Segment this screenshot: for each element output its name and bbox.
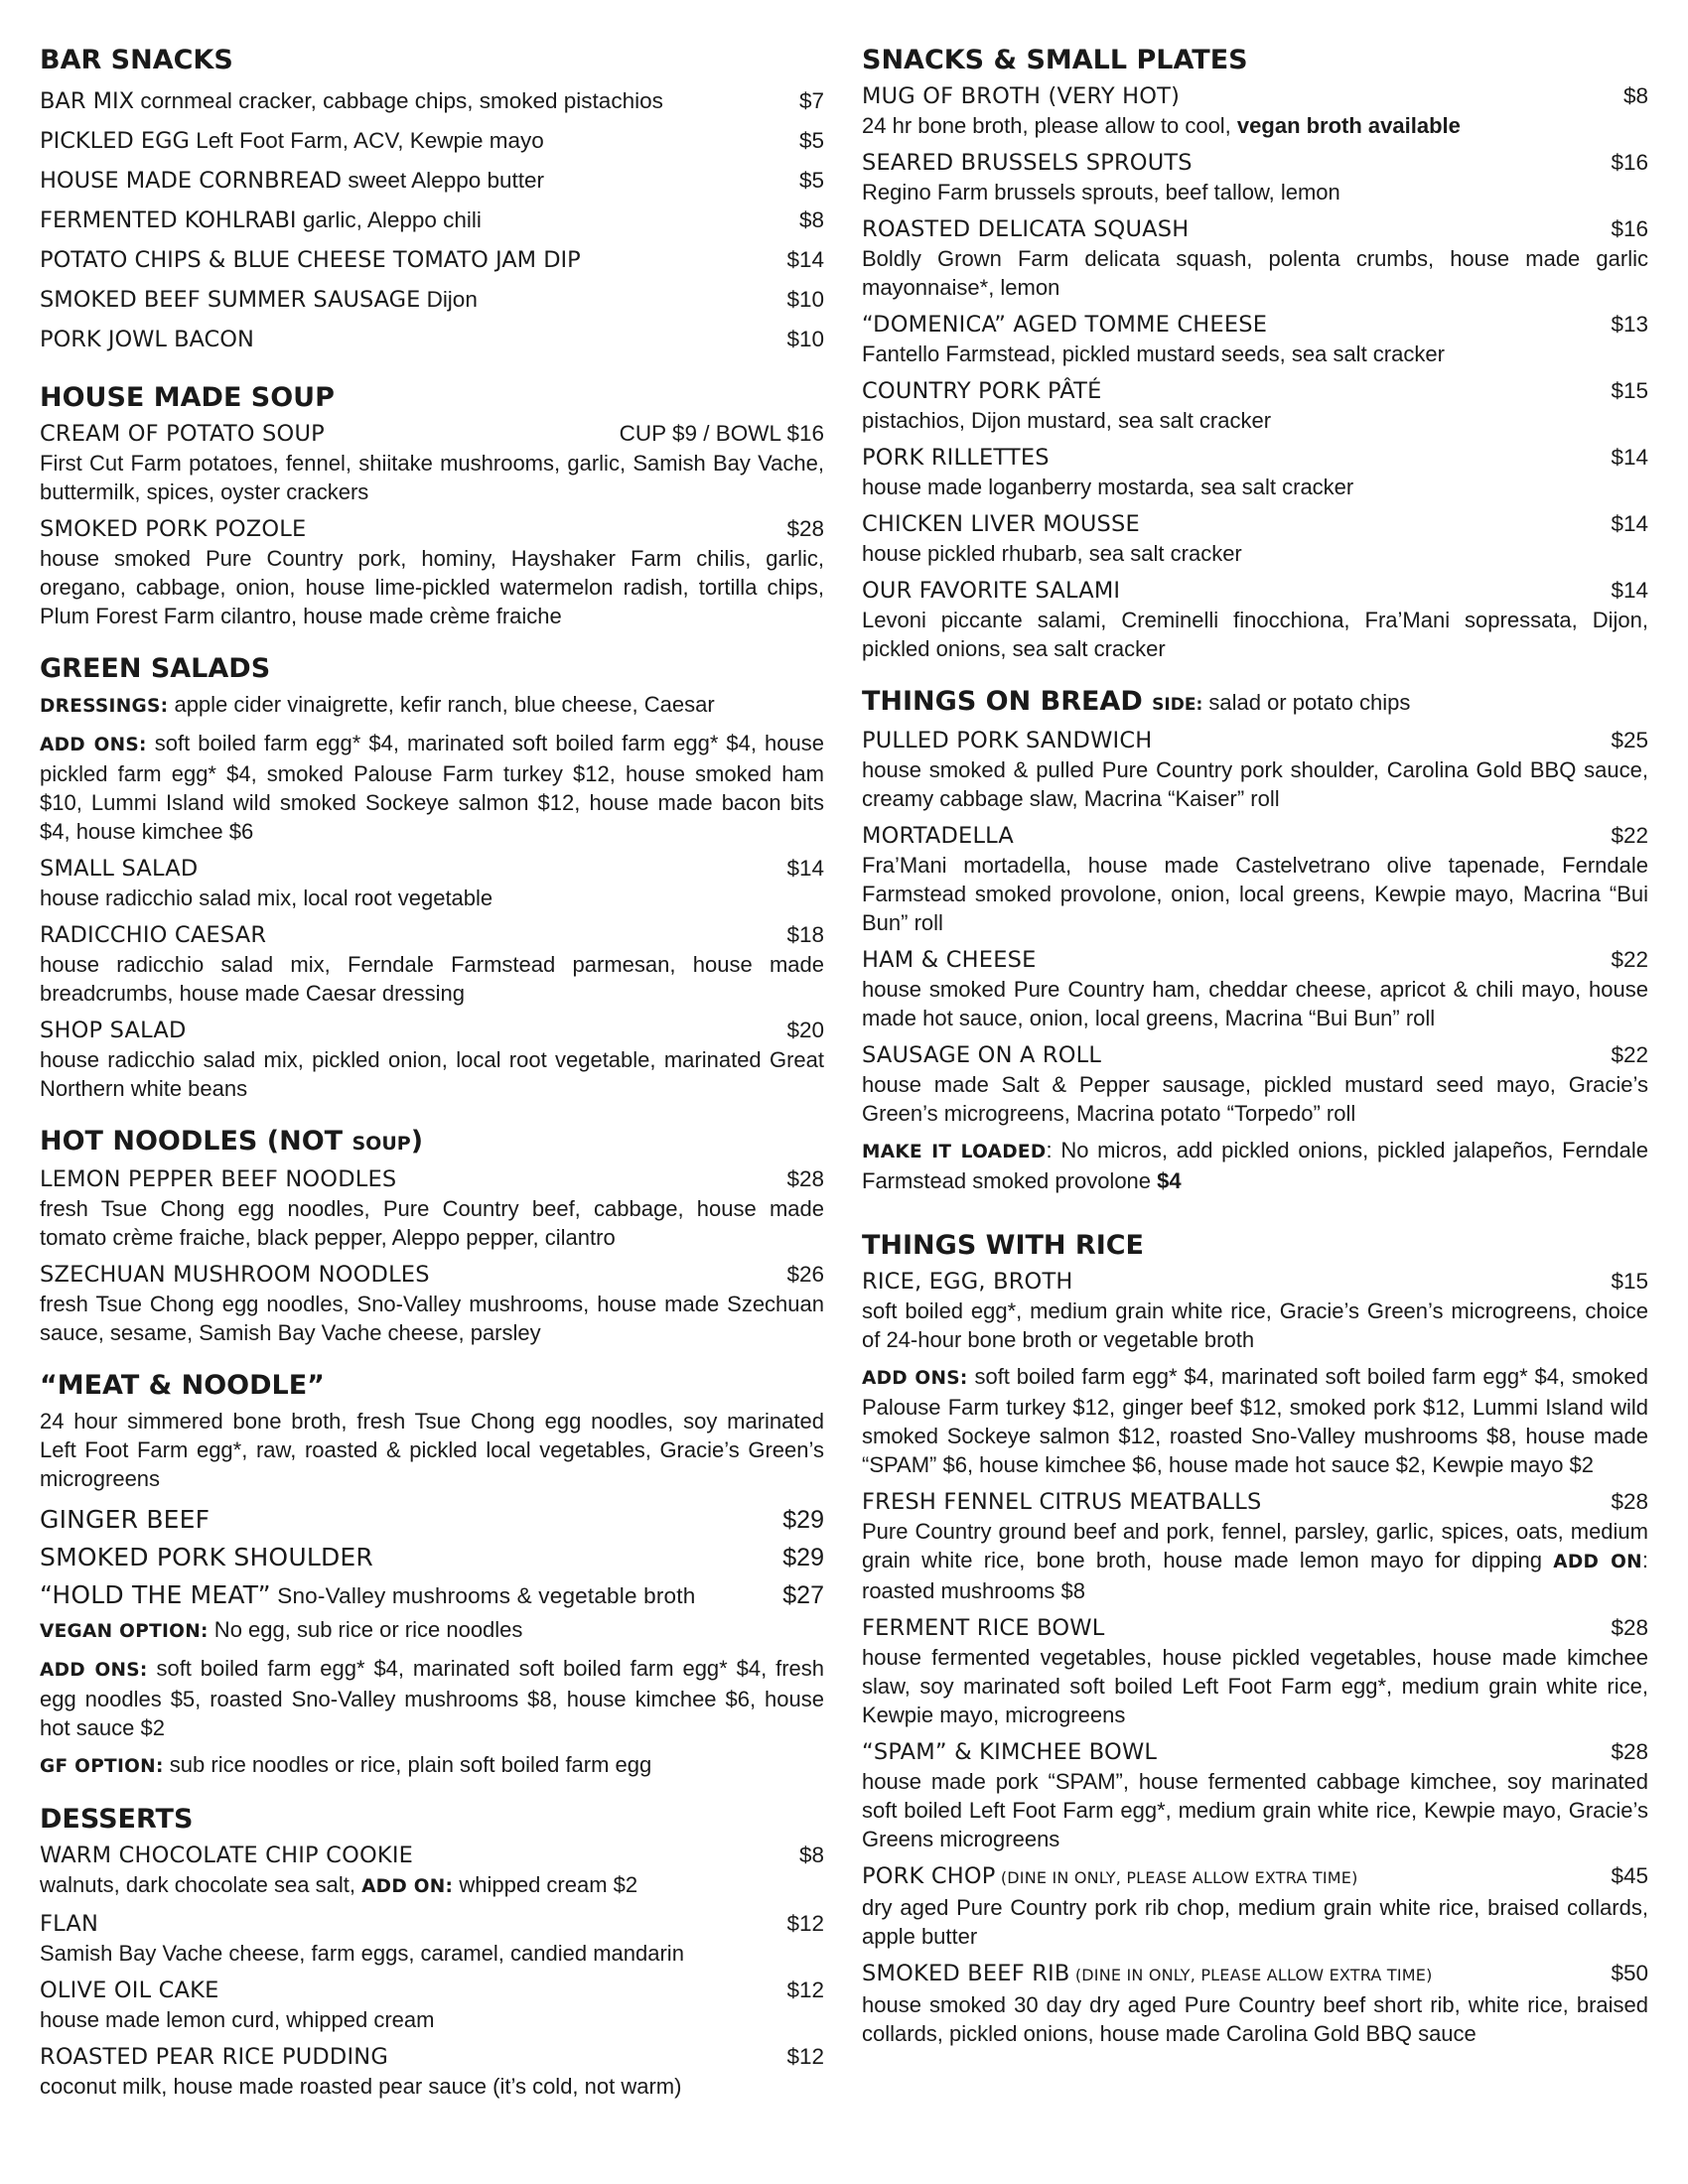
item-desc-text: walnuts, dark chocolate sea salt, — [40, 1872, 362, 1897]
item-desc: house made lemon curd, whipped cream — [40, 2007, 435, 2032]
title-end: ) — [410, 1126, 424, 1157]
menu-item — [40, 240, 824, 280]
item-desc: Levoni piccante salami, Creminelli finocchiona, Fra’Mani sopressata, Dijon, pickled onions, sea salt cracker — [862, 608, 1648, 661]
item-price: $22 — [1611, 947, 1648, 972]
addons-text: soft boiled farm egg* $4, marinated soft boiled farm egg* $4, fresh egg noodles $5, roasted Sno-Valley mushrooms $8, house kimchee $6, house hot sauce $2 — [40, 1656, 824, 1740]
menu-item — [40, 419, 824, 506]
menu-item — [40, 854, 824, 912]
item-desc-inline: cornmeal cracker, cabbage chips, smoked pistachios — [134, 88, 663, 113]
item-name-text: FERMENTED KOHLRABI — [40, 207, 297, 233]
item-head — [40, 920, 824, 950]
item-head — [862, 945, 1648, 975]
item-desc: fresh Tsue Chong egg noodles, Pure Country beef, cabbage, house made tomato crème fraiche, black pepper, Aleppo pepper, cilantro — [40, 1196, 824, 1250]
item-name: HAM & CHEESE — [862, 947, 1037, 973]
item-price: $28 — [786, 516, 824, 541]
item-price: $28 — [1611, 1615, 1648, 1640]
addons-label: ADD ONS: — [862, 1368, 968, 1389]
item-desc-inline: Sno-Valley mushrooms & vegetable broth — [270, 1583, 696, 1608]
item-name: SHOP SALAD — [40, 1018, 187, 1043]
item-price: $10 — [786, 327, 824, 351]
item-desc-text: 24 hr bone broth, please allow to cool, — [862, 113, 1237, 138]
menu-item — [40, 320, 824, 359]
item-name: “DOMENICA” AGED TOMME CHEESE — [862, 312, 1268, 338]
item-name — [40, 280, 478, 320]
item-desc-inline: sweet Aleppo butter — [342, 168, 545, 193]
section-title: GREEN SALADS — [40, 653, 271, 684]
item-name — [40, 201, 482, 240]
menu-item — [40, 920, 824, 1008]
item-price: $8 — [1622, 83, 1648, 108]
title-small: SOUP — [352, 1133, 411, 1155]
item-head — [40, 1260, 824, 1290]
item-head — [862, 726, 1648, 755]
item-name: FRESH FENNEL CITRUS MEATBALLS — [862, 1489, 1262, 1515]
item-head — [862, 1737, 1648, 1767]
bar-snacks-list — [40, 81, 824, 359]
item-name — [40, 320, 254, 359]
menu-item — [40, 1164, 824, 1252]
menu-item — [40, 121, 824, 161]
menu-item — [40, 1539, 824, 1576]
section-title: THINGS WITH RICE — [862, 1230, 1145, 1261]
addon-label: ADD ON — [1553, 1552, 1642, 1572]
item-desc: house radicchio salad mix, local root vegetable — [40, 886, 493, 910]
item-price: $15 — [1611, 378, 1648, 403]
item-name: ROASTED DELICATA SQUASH — [862, 216, 1190, 242]
item-desc: Boldly Grown Farm delicata squash, polenta crumbs, house made garlic mayonnaise*, lemon — [862, 246, 1648, 300]
item-price: $45 — [1611, 1863, 1648, 1888]
addon-label: ADD ON: — [361, 1876, 454, 1897]
item-price: $14 — [1611, 578, 1648, 603]
side-note — [1152, 690, 1410, 715]
menu-item — [862, 148, 1648, 206]
section-title: BAR SNACKS — [40, 45, 233, 75]
item-desc: house smoked Pure Country ham, cheddar cheese, apricot & chili mayo, house made hot sauce, onion, local greens, Macrina “Bui Bun” roll — [862, 977, 1648, 1030]
item-price: $14 — [1611, 445, 1648, 470]
menu-item — [40, 1841, 824, 1901]
section-title: HOUSE MADE SOUP — [40, 382, 335, 413]
noodles-list — [40, 1164, 824, 1347]
bread-section — [862, 685, 1648, 1195]
section-title — [40, 1125, 824, 1160]
addons-text: soft boiled farm egg* $4, marinated soft boiled farm egg* $4, house pickled farm egg* $4, smoked Palouse Farm turkey $12, house smoked ham $10, Lummi Island wild smoked Sockeye salmon $12, house made bacon bits $4, house kimchee $6 — [40, 731, 824, 844]
item-head — [862, 576, 1648, 606]
noodle-addons-note — [40, 1654, 824, 1742]
menu-item — [862, 1487, 1648, 1605]
section-title: SNACKS & SMALL PLATES — [862, 45, 1248, 75]
item-head — [40, 1909, 824, 1939]
menu-item — [862, 81, 1648, 140]
item-head — [40, 1976, 824, 2005]
item-name-text: HOUSE MADE CORNBREAD — [40, 168, 343, 194]
item-price: $12 — [786, 2044, 824, 2069]
item-price: $16 — [1611, 216, 1648, 241]
item-head — [862, 148, 1648, 178]
item-desc — [862, 111, 1648, 140]
item-price: $14 — [786, 247, 824, 272]
item-name: MUG OF BROTH (VERY HOT) — [862, 83, 1181, 109]
item-price: $15 — [1611, 1269, 1648, 1294]
item-desc: First Cut Farm potatoes, fennel, shiitake mushrooms, garlic, Samish Bay Vache, buttermilk, spices, oyster crackers — [40, 451, 824, 504]
item-name: “SPAM” & KIMCHEE BOWL — [862, 1739, 1158, 1765]
item-name — [40, 81, 663, 121]
item-name: COUNTRY PORK PÂTÉ — [862, 378, 1102, 404]
item-price: $8 — [798, 1843, 824, 1867]
rice-list — [862, 1613, 1648, 1853]
menu-item — [862, 1267, 1648, 1354]
loaded-text: : No micros, add pickled onions, pickled jalapeños, Ferndale Farmstead smoked provolone — [862, 1138, 1648, 1193]
item-price: $7 — [798, 88, 824, 113]
menu-item — [40, 280, 824, 320]
item-desc — [40, 1870, 824, 1901]
addon-text: : roasted mushrooms $8 — [862, 1548, 1649, 1603]
menu-item — [862, 1737, 1648, 1853]
menu-item — [862, 821, 1648, 937]
menu-item — [40, 1016, 824, 1103]
menu-item — [40, 81, 824, 121]
bread-list — [862, 726, 1648, 1128]
item-desc-inline: Left Foot Farm, ACV, Kewpie mayo — [190, 128, 544, 153]
desserts-section — [40, 1803, 824, 2101]
item-price: $26 — [786, 1262, 824, 1287]
item-note: (DINE IN ONLY, PLEASE ALLOW EXTRA TIME) — [995, 1868, 1358, 1887]
item-desc: house made loganberry mostarda, sea salt cracker — [862, 475, 1354, 499]
item-head — [862, 376, 1648, 406]
addons-label: ADD ONS: — [40, 1660, 148, 1681]
item-desc-inline: garlic, Aleppo chili — [296, 207, 482, 232]
menu-item — [40, 1501, 824, 1539]
item-name: LEMON PEPPER BEEF NOODLES — [40, 1166, 397, 1192]
title-main: THINGS ON BREAD — [862, 686, 1143, 717]
item-head — [862, 310, 1648, 340]
item-name: RICE, EGG, BROTH — [862, 1269, 1073, 1295]
rice-section — [862, 1229, 1648, 2048]
item-price: $28 — [1611, 1739, 1648, 1764]
menu-item — [40, 1260, 824, 1347]
soup-list — [40, 419, 824, 630]
item-name: ROASTED PEAR RICE PUDDING — [40, 2044, 388, 2070]
item-price: $27 — [782, 1581, 824, 1609]
item-head — [862, 1613, 1648, 1643]
dressings-label: DRESSINGS: — [40, 696, 169, 717]
menu-item — [40, 1576, 824, 1615]
menu-item — [862, 945, 1648, 1032]
item-desc: Samish Bay Vache cheese, farm eggs, caramel, candied mandarin — [40, 1941, 684, 1966]
menu-item — [862, 1040, 1648, 1128]
item-name — [40, 1576, 695, 1615]
right-column — [862, 44, 1648, 2070]
item-name: OLIVE OIL CAKE — [40, 1978, 219, 2003]
item-desc: Regino Farm brussels sprouts, beef tallow, lemon — [862, 180, 1340, 205]
item-desc: house made Salt & Pepper sausage, pickled mustard seed mayo, Gracie’s Green’s microgreens, Macrina potato “Torpedo” roll — [862, 1072, 1648, 1126]
menu-item — [40, 2042, 824, 2101]
side-text: salad or potato chips — [1202, 690, 1411, 715]
item-name — [40, 240, 581, 280]
menu-item — [862, 1613, 1648, 1729]
item-head — [40, 1164, 824, 1194]
addon-text: whipped cream $2 — [453, 1872, 638, 1897]
item-desc: house radicchio salad mix, pickled onion, local root vegetable, marinated Great Northern white beans — [40, 1047, 824, 1101]
item-price: $10 — [786, 287, 824, 312]
item-name: SZECHUAN MUSHROOM NOODLES — [40, 1262, 430, 1288]
item-price: $22 — [1611, 1042, 1648, 1067]
item-name-text: PORK JOWL BACON — [40, 327, 254, 352]
loaded-label: MAKE IT LOADED — [862, 1142, 1047, 1162]
item-price: $13 — [1611, 312, 1648, 337]
item-price: $20 — [786, 1018, 824, 1042]
title-main: HOT NOODLES (NOT — [40, 1126, 352, 1157]
item-head — [862, 214, 1648, 244]
salads-section — [40, 652, 824, 1103]
item-desc: pistachios, Dijon mustard, sea salt cracker — [862, 408, 1272, 433]
vegan-broth-note: vegan broth available — [1236, 113, 1461, 138]
item-head — [862, 821, 1648, 851]
item-desc: house smoked 30 day dry aged Pure Country beef short rib, white rice, braised collards, pickled onions, house made Carolina Gold BBQ sauce — [862, 1992, 1648, 2046]
item-head — [862, 1040, 1648, 1070]
meat-noodle-desc: 24 hour simmered bone broth, fresh Tsue Chong egg noodles, soy marinated Left Foot Farm egg*, raw, roasted & pickled local vegetables, Gracie’s Green’s microgreens — [40, 1409, 824, 1491]
dressings-note — [40, 690, 824, 721]
snacks-list — [862, 148, 1648, 663]
item-price: $29 — [782, 1506, 824, 1534]
snacks-section — [862, 44, 1648, 663]
menu-item — [862, 576, 1648, 663]
item-price: CUP $9 / BOWL $16 — [619, 421, 824, 446]
item-name-text: PORK CHOP — [862, 1863, 996, 1889]
item-desc-inline: Dijon — [420, 287, 478, 312]
menu-item — [862, 214, 1648, 302]
item-head — [862, 509, 1648, 539]
item-price: $29 — [782, 1544, 824, 1571]
item-name — [40, 121, 544, 161]
item-name: WARM CHOCOLATE CHIP COOKIE — [40, 1843, 414, 1868]
item-price: $28 — [786, 1166, 824, 1191]
item-name — [862, 1959, 1433, 1990]
item-desc: house smoked Pure Country pork, hominy, Hayshaker Farm chilis, garlic, oregano, cabbage, onion, house lime-pickled watermelon radish, tortilla chips, Plum Forest Farm cilantro, house made crème fraiche — [40, 546, 824, 628]
item-desc: house radicchio salad mix, Ferndale Farmstead parmesan, house made breadcrumbs, house made Caesar dressing — [40, 952, 824, 1006]
item-name: FLAN — [40, 1911, 99, 1937]
menu-item — [862, 726, 1648, 813]
rice-addons-note — [862, 1362, 1648, 1479]
item-head — [40, 854, 824, 884]
item-name: PORK RILLETTES — [862, 445, 1050, 471]
addons-text: soft boiled farm egg* $4, marinated soft boiled farm egg* $4, smoked Palouse Farm turkey $12, ginger beef $12, smoked pork $12, Lummi Island wild smoked Sockeye salmon $12, roasted Sno-Valley mushrooms $8, house made “SPAM” $6, house kimchee $6, house made hot sauce $2, Kewpie mayo $2 — [862, 1364, 1649, 1477]
salad-addons-note — [40, 729, 824, 846]
item-head — [40, 419, 824, 449]
menu-item — [862, 1861, 1648, 1951]
gf-label: GF OPTION: — [40, 1756, 164, 1777]
left-column — [40, 44, 824, 2122]
vegan-note — [40, 1615, 824, 1646]
item-name: SMALL SALAD — [40, 856, 199, 882]
item-desc: dry aged Pure Country pork rib chop, medium grain white rice, braised collards, apple butter — [862, 1895, 1648, 1949]
item-head — [40, 2042, 824, 2072]
menu-item — [40, 1976, 824, 2034]
item-price: $14 — [786, 856, 824, 881]
item-name: SMOKED PORK POZOLE — [40, 516, 307, 542]
item-name: CREAM OF POTATO SOUP — [40, 421, 325, 447]
item-price: $5 — [798, 168, 824, 193]
loaded-note — [862, 1136, 1648, 1195]
item-head — [862, 443, 1648, 473]
item-price: $50 — [1611, 1961, 1648, 1985]
menu-item — [862, 443, 1648, 501]
item-name: PULLED PORK SANDWICH — [862, 728, 1153, 753]
item-name: SMOKED PORK SHOULDER — [40, 1543, 373, 1571]
vegan-label: VEGAN OPTION: — [40, 1621, 209, 1642]
menu-item — [862, 1959, 1648, 2048]
item-name: RADICCHIO CAESAR — [40, 922, 267, 948]
vegan-text: No egg, sub rice or rice noodles — [208, 1617, 523, 1642]
item-name-text: “HOLD THE MEAT” — [40, 1580, 271, 1609]
salads-list — [40, 854, 824, 1103]
item-price: $16 — [1611, 150, 1648, 175]
item-price: $28 — [1611, 1489, 1648, 1514]
item-desc: house pickled rhubarb, sea salt cracker — [862, 541, 1242, 566]
item-name: GINGER BEEF — [40, 1505, 211, 1534]
hot-noodles-section — [40, 1125, 824, 1347]
item-price: $18 — [786, 922, 824, 947]
item-name: CHICKEN LIVER MOUSSE — [862, 511, 1140, 537]
item-name: SAUSAGE ON A ROLL — [862, 1042, 1102, 1068]
loaded-price: $4 — [1157, 1168, 1182, 1193]
menu-item — [862, 509, 1648, 568]
item-desc: house smoked & pulled Pure Country pork shoulder, Carolina Gold BBQ sauce, creamy cabbage slaw, Macrina “Kaiser” roll — [862, 757, 1648, 811]
item-desc: house made pork “SPAM”, house fermented cabbage kimchee, soy marinated soft boiled Left Foot Farm egg*, medium grain white rice, Kewpie mayo, Gracie’s Greens microgreens — [862, 1769, 1648, 1851]
item-name: SEARED BRUSSELS SPROUTS — [862, 150, 1193, 176]
item-note: (DINE IN ONLY, PLEASE ALLOW EXTRA TIME) — [1069, 1966, 1433, 1984]
item-desc: Fra’Mani mortadella, house made Castelvetrano olive tapenade, Ferndale Farmstead smoked provolone, onion, local greens, Kewpie mayo, Macrina “Bui Bun” roll — [862, 853, 1648, 935]
item-desc: Fantello Farmstead, pickled mustard seeds, sea salt cracker — [862, 341, 1445, 366]
desserts-list — [40, 1909, 824, 2101]
item-name-text: SMOKED BEEF SUMMER SAUSAGE — [40, 287, 421, 313]
item-price: $22 — [1611, 823, 1648, 848]
item-head — [40, 1016, 824, 1045]
gf-note — [40, 1750, 824, 1781]
item-desc: fresh Tsue Chong egg noodles, Sno-Valley mushrooms, house made Szechuan sauce, sesame, Samish Bay Vache cheese, parsley — [40, 1292, 824, 1345]
item-desc: soft boiled egg*, medium grain white rice, Gracie’s Green’s microgreens, choice of 24-hour bone broth or vegetable broth — [862, 1298, 1648, 1352]
item-name-text: POTATO CHIPS & BLUE CHEESE TOMATO JAM DIP — [40, 247, 581, 273]
side-label: SIDE: — [1152, 695, 1203, 715]
item-name-text: SMOKED BEEF RIB — [862, 1961, 1070, 1986]
item-desc — [862, 1517, 1648, 1605]
menu-item — [862, 376, 1648, 435]
item-name-text: PICKLED EGG — [40, 128, 190, 154]
menu-item — [40, 514, 824, 630]
item-price: $25 — [1611, 728, 1648, 752]
item-name — [40, 161, 544, 201]
dressings-text: apple cider vinaigrette, kefir ranch, blue cheese, Caesar — [168, 692, 715, 717]
menu-item — [862, 310, 1648, 368]
item-price: $5 — [798, 128, 824, 153]
menu-item — [40, 1909, 824, 1968]
item-desc-text: Pure Country ground beef and pork, fennel, parsley, garlic, spices, oats, medium grain white rice, bone broth, house made lemon mayo for dipping — [862, 1519, 1648, 1572]
item-desc: coconut milk, house made roasted pear sauce (it’s cold, not warm) — [40, 2074, 682, 2099]
addons-label: ADD ONS: — [40, 735, 147, 755]
menu-item — [40, 161, 824, 201]
item-price: $12 — [786, 1978, 824, 2002]
section-title: DESSERTS — [40, 1804, 194, 1835]
item-name-text: BAR MIX — [40, 88, 135, 114]
meat-noodle-section — [40, 1369, 824, 1781]
item-price: $8 — [798, 207, 824, 232]
gf-text: sub rice noodles or rice, plain soft boiled farm egg — [163, 1752, 652, 1777]
item-price: $14 — [1611, 511, 1648, 536]
item-name: FERMENT RICE BOWL — [862, 1615, 1105, 1641]
item-head — [40, 514, 824, 544]
item-name: MORTADELLA — [862, 823, 1015, 849]
menu-item — [40, 201, 824, 240]
section-title — [862, 685, 1648, 722]
item-price: $12 — [786, 1911, 824, 1936]
bar-snacks-section — [40, 44, 824, 359]
section-title: “MEAT & NOODLE” — [40, 1370, 325, 1401]
item-name: OUR FAVORITE SALAMI — [862, 578, 1121, 604]
soup-section — [40, 381, 824, 630]
item-desc: house fermented vegetables, house pickled vegetables, house made kimchee slaw, soy marinated soft boiled Left Foot Farm egg*, medium grain white rice, Kewpie mayo, microgreens — [862, 1645, 1648, 1727]
item-name — [862, 1861, 1358, 1893]
